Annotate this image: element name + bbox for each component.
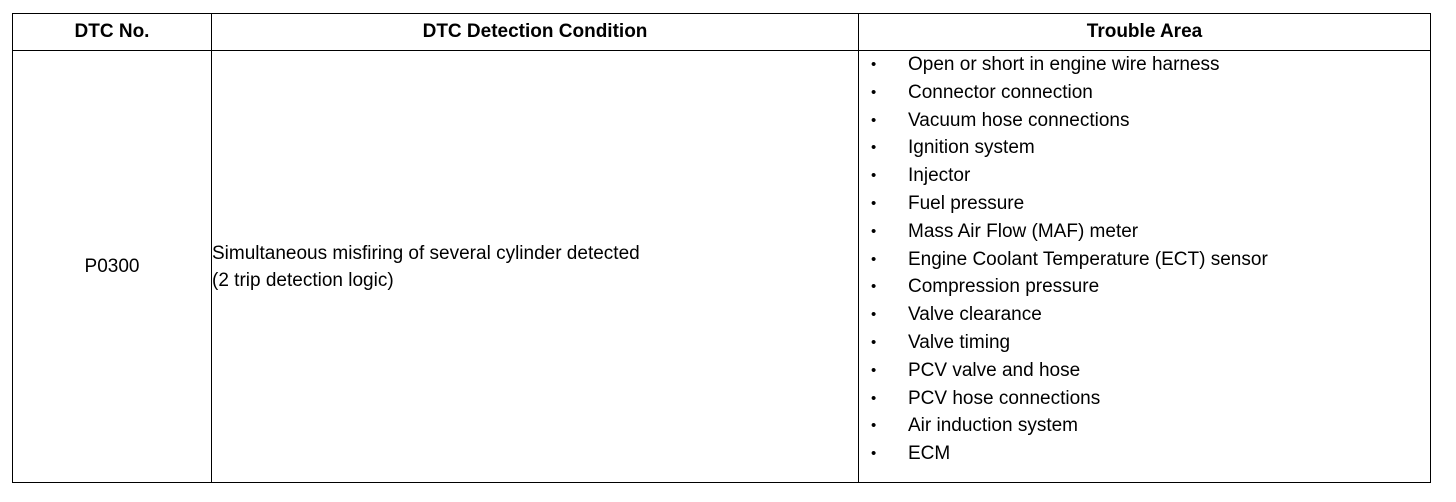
table-row — [13, 51, 1431, 483]
header-detection-condition: DTC Detection Condition — [212, 14, 859, 51]
list-item — [859, 79, 1430, 107]
header-row — [13, 14, 1431, 51]
trouble-area-label: Valve clearance — [908, 304, 1042, 326]
bullet-icon: • — [871, 139, 877, 157]
trouble-area-label: Compression pressure — [908, 276, 1100, 298]
bullet-icon: • — [871, 194, 877, 212]
bullet-icon: • — [871, 278, 877, 296]
trouble-area-label: Mass Air Flow (MAF) meter — [908, 220, 1139, 242]
bullet-icon: • — [871, 111, 877, 129]
list-item — [859, 357, 1430, 385]
trouble-area-label: Engine Coolant Temperature (ECT) sensor — [908, 248, 1268, 270]
list-item — [859, 329, 1430, 357]
bullet-icon: • — [871, 56, 877, 73]
list-item — [859, 162, 1430, 190]
bullet-icon: • — [871, 306, 877, 324]
list-item — [859, 107, 1430, 135]
trouble-area-label: Fuel pressure — [908, 192, 1025, 214]
header-trouble-area: Trouble Area — [859, 14, 1431, 51]
list-item — [859, 218, 1430, 246]
trouble-area-label: Valve timing — [908, 331, 1011, 353]
trouble-area-label: Injector — [908, 165, 971, 187]
trouble-area-label: Ignition system — [908, 137, 1035, 159]
list-item — [859, 301, 1430, 329]
list-item — [859, 273, 1430, 301]
header-dtc-no: DTC No. — [13, 14, 212, 51]
list-item — [859, 385, 1430, 413]
bullet-icon: • — [871, 222, 877, 240]
list-item — [859, 51, 1430, 79]
condition-line: Simultaneous misfiring of several cylinder detected — [212, 242, 640, 264]
dtc-code-cell: P0300 — [13, 51, 212, 483]
bullet-icon: • — [871, 361, 877, 379]
trouble-area-label: ECM — [908, 443, 951, 465]
list-item — [859, 440, 1430, 468]
list-item — [859, 190, 1430, 218]
bullet-icon: • — [871, 417, 877, 435]
condition-line: (2 trip detection logic) — [212, 269, 394, 291]
detection-condition-cell — [212, 51, 859, 483]
list-item — [859, 134, 1430, 162]
bullet-icon: • — [871, 250, 877, 268]
trouble-area-label: PCV hose connections — [908, 387, 1101, 409]
trouble-area-label: Connector connection — [908, 81, 1093, 103]
bullet-icon: • — [871, 83, 877, 101]
dtc-table — [12, 13, 1431, 483]
trouble-area-label: Open or short in engine wire harness — [908, 54, 1220, 75]
bullet-icon: • — [871, 445, 877, 463]
trouble-area-label: PCV valve and hose — [908, 359, 1081, 381]
list-item — [859, 246, 1430, 274]
trouble-area-label: Vacuum hose connections — [908, 109, 1130, 131]
bullet-icon: • — [871, 389, 877, 407]
trouble-area-list — [859, 51, 1430, 468]
trouble-area-cell — [859, 51, 1431, 483]
list-item — [859, 412, 1430, 440]
bullet-icon: • — [871, 333, 877, 351]
bullet-icon: • — [871, 167, 877, 185]
trouble-area-label: Air induction system — [908, 415, 1079, 437]
